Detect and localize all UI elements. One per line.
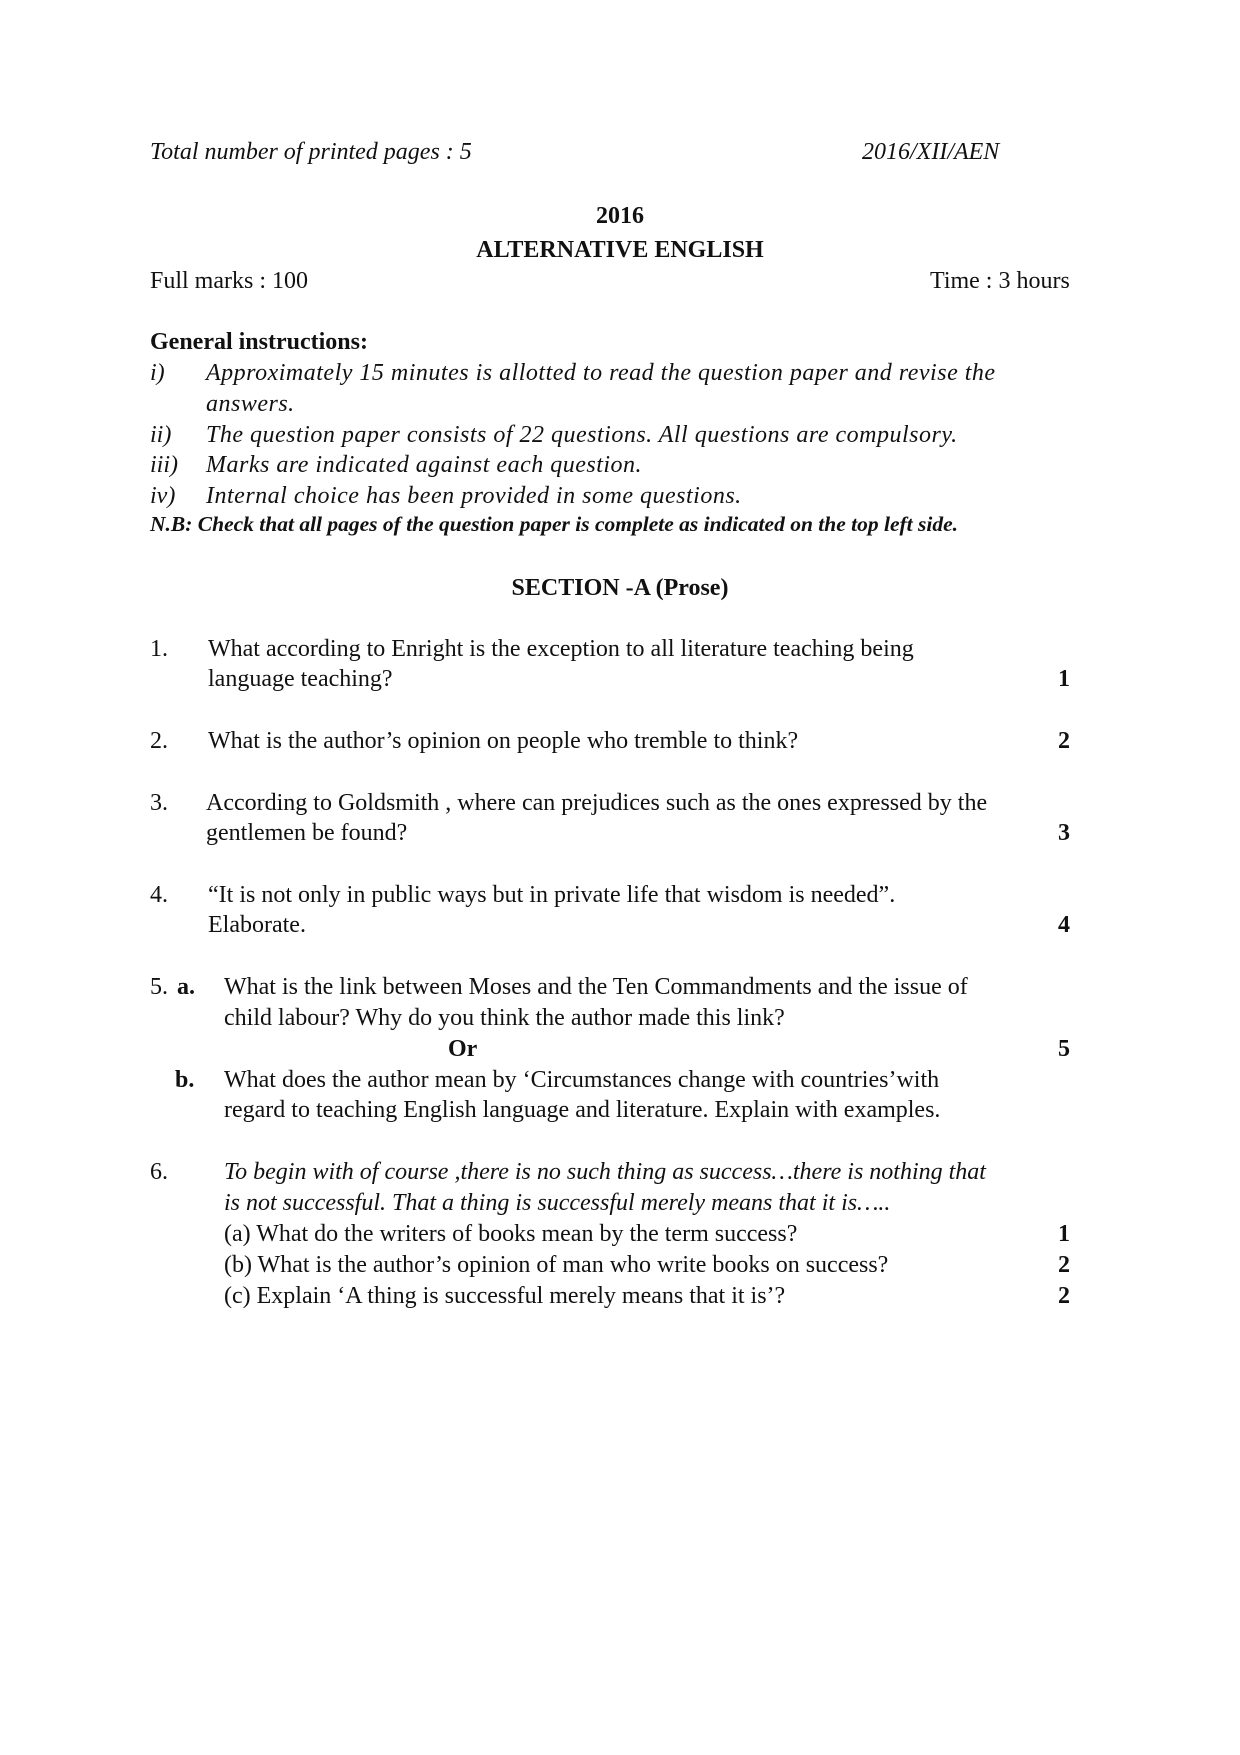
passage-text: is not successful. That a thing is successful merely means that it is….. xyxy=(224,1190,891,1216)
question-marks: 1 xyxy=(1058,1221,1070,1247)
instruction-number: iii) xyxy=(150,452,178,478)
instruction-text: Marks are indicated against each question. xyxy=(206,452,643,478)
question-text: child labour? Why do you think the author made this link? xyxy=(224,1005,785,1031)
question-marks: 2 xyxy=(1058,1252,1070,1278)
question-text: “It is not only in public ways but in private life that wisdom is needed”. xyxy=(208,882,896,908)
question-number: 6. xyxy=(150,1159,168,1185)
instruction-text: Approximately 15 minutes is allotted to read the question paper and revise the xyxy=(206,360,996,386)
printed-pages-note: Total number of printed pages : 5 xyxy=(150,139,472,165)
question-text: gentlemen be found? xyxy=(206,820,408,846)
question-number: 2. xyxy=(150,728,168,754)
or-choice: Or xyxy=(448,1036,478,1062)
instruction-text: Internal choice has been provided in some questions. xyxy=(206,483,742,509)
question-text: Elaborate. xyxy=(208,912,306,938)
question-marks: 4 xyxy=(1058,912,1070,938)
exam-subject: ALTERNATIVE ENGLISH xyxy=(476,237,764,263)
question-text: What is the link between Moses and the Ten Commandments and the issue of xyxy=(224,974,968,1000)
instruction-text: answers. xyxy=(206,391,295,417)
question-text: According to Goldsmith , where can prejudices such as the ones expressed by the xyxy=(206,790,988,816)
question-marks: 2 xyxy=(1058,728,1070,754)
section-title: SECTION -A (Prose) xyxy=(511,575,729,601)
subquestion-label: b. xyxy=(175,1067,195,1093)
subquestion-label: a. xyxy=(177,974,195,1000)
instruction-number: i) xyxy=(150,360,165,386)
full-marks: Full marks : 100 xyxy=(150,268,309,294)
paper-code: 2016/XII/AEN xyxy=(862,139,1000,165)
question-number: 5. xyxy=(150,974,168,1000)
exam-year: 2016 xyxy=(596,203,644,229)
question-text: regard to teaching English language and literature. Explain with examples. xyxy=(224,1097,941,1123)
question-text: language teaching? xyxy=(208,666,393,692)
instruction-number: ii) xyxy=(150,422,172,448)
question-text: What does the author mean by ‘Circumstances change with countries’with xyxy=(224,1067,940,1093)
subquestion-text: (c) Explain ‘A thing is successful merely means that it is’? xyxy=(224,1283,786,1309)
question-marks: 5 xyxy=(1058,1036,1070,1062)
question-marks: 1 xyxy=(1058,666,1070,692)
question-number: 3. xyxy=(150,790,168,816)
question-number: 4. xyxy=(150,882,168,908)
subquestion-text: (b) What is the author’s opinion of man who write books on success? xyxy=(224,1252,889,1278)
subquestion-text: (a) What do the writers of books mean by the term success? xyxy=(224,1221,798,1247)
instruction-text: The question paper consists of 22 questions. All questions are compulsory. xyxy=(206,422,958,448)
passage-text: To begin with of course ,there is no such thing as success…there is nothing that xyxy=(224,1159,986,1185)
question-marks: 2 xyxy=(1058,1283,1070,1309)
question-number: 1. xyxy=(150,636,168,662)
time-allowed: Time : 3 hours xyxy=(930,268,1070,294)
question-text: What according to Enright is the exception to all literature teaching being xyxy=(208,636,914,662)
question-marks: 3 xyxy=(1058,820,1070,846)
instructions-heading: General instructions: xyxy=(150,329,368,355)
instruction-number: iv) xyxy=(150,483,176,509)
nb-note: N.B: Check that all pages of the question paper is complete as indicated on the top left side. xyxy=(150,512,959,536)
question-text: What is the author’s opinion on people who tremble to think? xyxy=(208,728,799,754)
